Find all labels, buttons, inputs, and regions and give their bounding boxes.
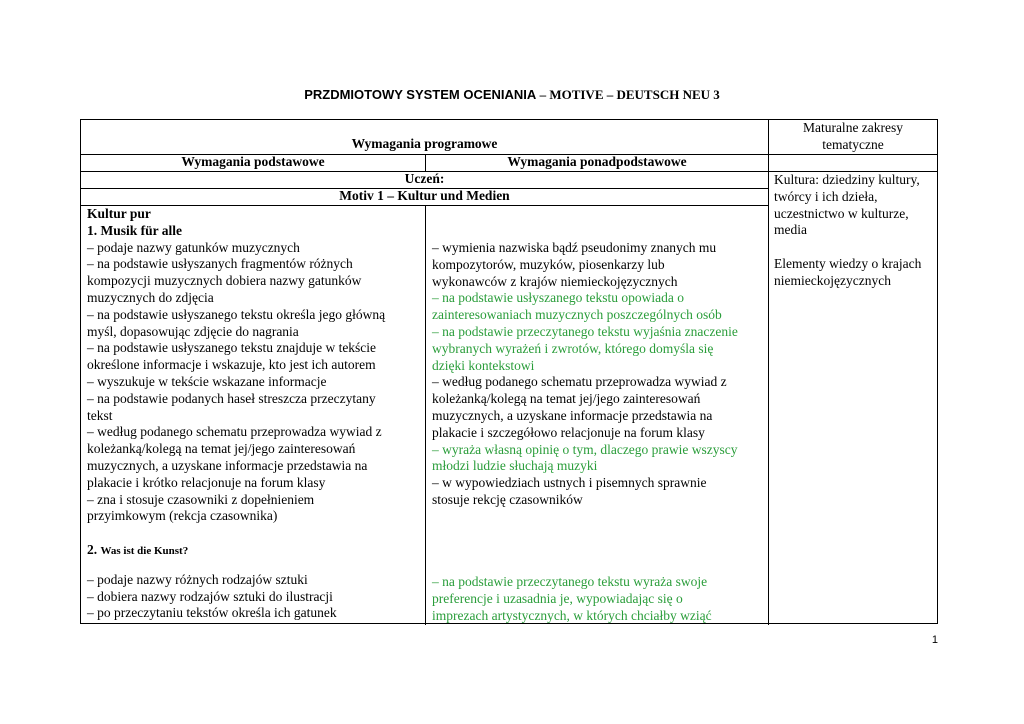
- text-line: określone informacje i wskazuje, kto jest ich autorem: [87, 357, 376, 373]
- text-line: młodzi ludzie słuchają muzyki: [432, 458, 598, 474]
- basic-column: [87, 206, 423, 622]
- text-line: muzycznych, a uzyskane informacje przedstawia na: [87, 457, 368, 473]
- advanced-list-1d: [432, 442, 768, 476]
- advanced-list-1b: [432, 290, 768, 374]
- text-line: imprezach artystycznych, w których chciałby wziąć: [432, 607, 712, 623]
- text-line: – na podstawie przeczytanego tekstu wyjaśnia znaczenie: [432, 323, 738, 339]
- section-2-heading: [87, 542, 423, 560]
- text-line: przyimkowym (rekcja czasownika): [87, 508, 278, 524]
- text-line: – dobiera nazwy rodzajów sztuki do ilustracji: [87, 588, 333, 604]
- text-line: – na podstawie usłyszanych fragmentów różnych: [87, 256, 353, 272]
- text-line: muzycznych, a uzyskane informacje przedstawia na: [432, 407, 713, 423]
- matura-text-knowledge: Elementy wiedzy o krajach niemieckojęzycznych: [774, 256, 922, 288]
- section-1-number: 1.: [87, 222, 98, 238]
- advanced-list-1c: [432, 374, 768, 441]
- text-line: – według podanego schematu przeprowadza wywiad z: [87, 424, 382, 440]
- text-line: stosuje rekcję czasowników: [432, 491, 583, 507]
- text-line: koleżanką/kolegą na temat jej/jego zainteresowań: [432, 391, 701, 407]
- requirements-header: Wymagania programowe: [351, 136, 498, 151]
- col-divider-basic-advanced-lower: [425, 205, 426, 625]
- text-line: – według podanego schematu przeprowadza wywiad z: [432, 374, 727, 390]
- requirements-table: [80, 119, 938, 624]
- section-1-title: Musik für alle: [100, 222, 183, 238]
- text-line: – wyraża własną opinię o tym, dlaczego prawie wszyscy: [432, 441, 738, 457]
- text-line: – na podstawie przeczytanego tekstu wyraża swoje: [432, 574, 708, 589]
- advanced-header: Wymagania ponadpodstawowe: [507, 154, 687, 169]
- text-line: tekst: [87, 407, 113, 423]
- title-part1: PRZDMIOTOWY SYSTEM OCENIANIA: [304, 87, 537, 102]
- matura-header: Maturalne zakresy tematyczne: [802, 120, 904, 152]
- text-line: kompozytorów, muzyków, piosenkarzy lub: [432, 256, 665, 272]
- text-line: dzięki kontekstowi: [432, 357, 535, 373]
- page-number: 1: [931, 634, 938, 646]
- text-line: – na podstawie podanych haseł streszcza przeczytany: [87, 390, 376, 406]
- text-line: – zna i stosuje czasowniki z dopełnieniem: [87, 491, 315, 507]
- advanced-list-2: [432, 574, 768, 624]
- text-line: wybranych wyrażeń i zwrotów, którego domyśla się: [432, 340, 714, 356]
- text-line: – w wypowiedziach ustnych i pisemnych sprawnie: [432, 475, 707, 491]
- section-1-heading: [87, 223, 423, 240]
- advanced-column: [432, 240, 768, 509]
- col-divider-matura: [768, 120, 769, 625]
- title-part2: – MOTIVE – DEUTSCH NEU 3: [536, 87, 720, 102]
- matura-text-culture: Kultura: dziedziny kultury, twórcy i ich dzieła, uczestnictwo w kulturze, media: [774, 172, 920, 238]
- basic-list-2: [87, 572, 423, 622]
- text-line: – na podstawie usłyszanego tekstu znajduje w tekście: [87, 340, 377, 356]
- text-line: – podaje nazwy różnych rodzajów sztuki: [87, 571, 308, 587]
- section-2-number: 2.: [87, 541, 98, 557]
- text-line: kompozycji muzycznych dobiera nazwy gatunków: [87, 273, 362, 289]
- text-line: preferencje i uzasadnia je, wypowiadając się o: [432, 590, 683, 606]
- text-line: plakacie i szczegółowo relacjonuje na forum klasy: [432, 424, 705, 440]
- text-line: – na podstawie usłyszanego tekstu określa jego główną: [87, 306, 386, 322]
- advanced-list-1e: [432, 475, 768, 509]
- text-line: – po przeczytaniu tekstów określa ich gatunek: [87, 605, 337, 621]
- motiv-header: Motiv 1 – Kultur und Medien: [339, 188, 510, 203]
- text-line: plakacie i krótko relacjonuje na forum klasy: [87, 474, 326, 490]
- text-line: – wyszukuje w tekście wskazane informacje: [87, 373, 327, 389]
- section-kultur-pur: Kultur pur: [87, 206, 151, 221]
- basic-header: Wymagania podstawowe: [181, 154, 325, 169]
- text-line: koleżanką/kolegą na temat jej/jego zainteresowań: [87, 441, 356, 457]
- text-line: zainteresowaniach muzycznych poszczególnych osób: [432, 307, 722, 323]
- text-line: muzycznych do zdjęcia: [87, 289, 214, 305]
- text-line: – wymienia nazwiska bądź pseudonimy znanych mu: [432, 240, 717, 255]
- document-title: [0, 87, 1024, 103]
- text-line: – podaje nazwy gatunków muzycznych: [87, 239, 300, 255]
- student-header: Uczeń:: [404, 171, 445, 186]
- text-line: wykonawców z krajów niemieckojęzycznych: [432, 273, 678, 289]
- advanced-list-1a: [432, 240, 768, 290]
- text-line: myśl, dopasowując zdjęcie do nagrania: [87, 323, 299, 339]
- advanced-column-2: [432, 574, 768, 624]
- section-2-title: Was ist die Kunst?: [100, 544, 189, 557]
- basic-list-1: [87, 240, 423, 526]
- text-line: – na podstawie usłyszanego tekstu opowiada o: [432, 290, 684, 306]
